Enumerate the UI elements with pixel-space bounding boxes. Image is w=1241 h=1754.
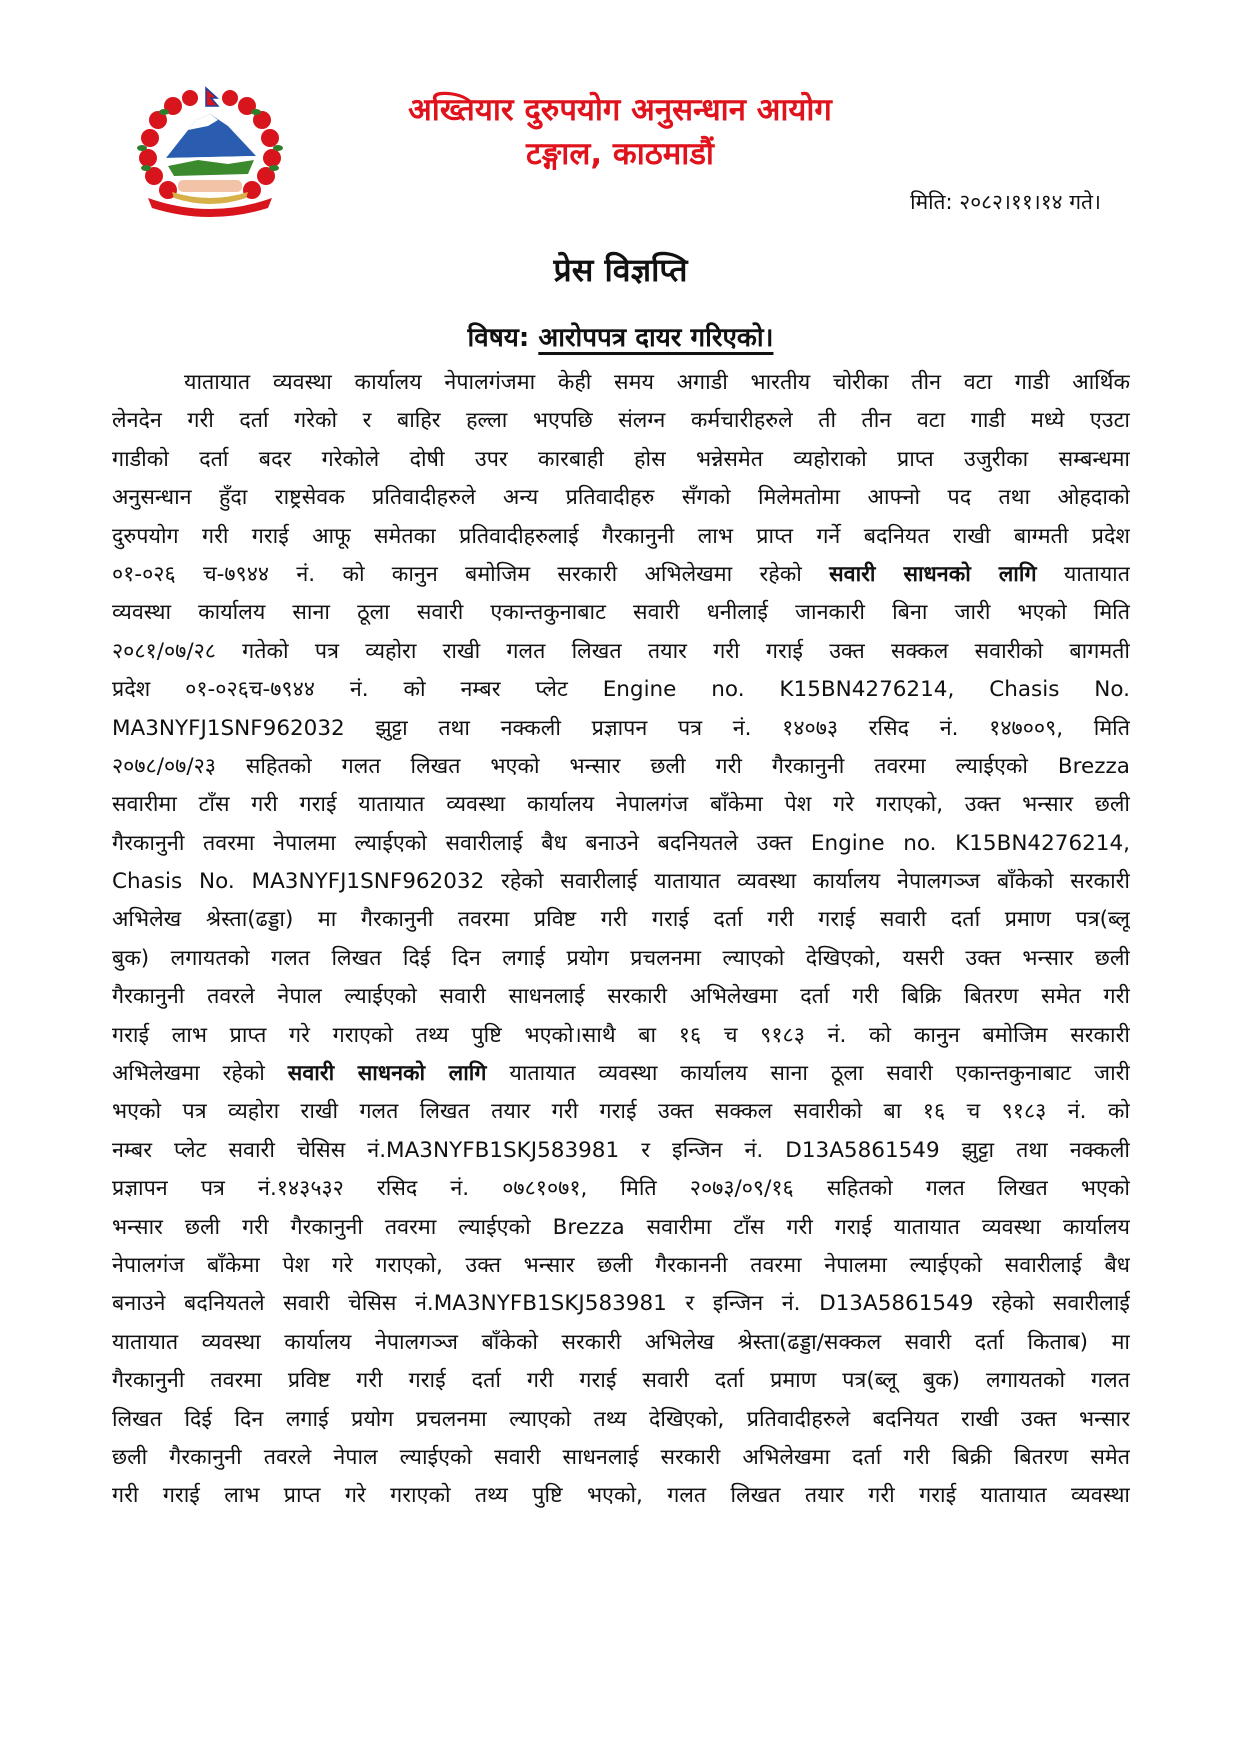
body-line bbox=[112, 1247, 1130, 1285]
body-text: गैरकानुनी तवरमा प्रविष्ट गरी गराई दर्ता गरी गराई सवारी दर्ता प्रमाण पत्र(ब्लू बुक) लगायतको गलत bbox=[112, 1368, 1130, 1394]
body-text: गरी गराई लाभ प्राप्त गरे गराएको तथ्य पुष्टि भएको, गलत लिखत तयार गरी गराई यातायात व्यवस्था bbox=[112, 1483, 1130, 1509]
body-line bbox=[112, 671, 1130, 709]
document-date: मिति: २०८२।११।१४ गते। bbox=[910, 190, 1101, 214]
body-text: अभिलेखमा रहेको bbox=[112, 1061, 288, 1087]
body-line bbox=[112, 1132, 1130, 1170]
body-line bbox=[112, 901, 1130, 939]
organization-address: टङ्गाल, काठमाडौं bbox=[526, 136, 714, 172]
body-line bbox=[112, 1477, 1130, 1515]
body-line bbox=[112, 1055, 1130, 1093]
body-text: प्रज्ञापन पत्र नं.१४३५३२ रसिद नं. ०७८१०७१, मिति २०७३/०९/१६ सहितको गलत लिखत भएको bbox=[112, 1176, 1130, 1202]
subject-text: आरोपपत्र दायर गरिएको। bbox=[538, 323, 774, 353]
body-text: अभिलेख श्रेस्ता(ढड्डा) मा गैरकानुनी तवरमा प्रविष्ट गरी गराई दर्ता गरी गराई सवारी दर्ता प्रमाण पत्र(ब्लू bbox=[112, 907, 1130, 933]
body-text-bold: सवारी साधनको लागि bbox=[829, 561, 1037, 587]
body-line bbox=[112, 364, 1130, 402]
body-line bbox=[112, 1362, 1130, 1400]
body-text: प्रदेश ०१-०२६च-७९४४ नं. को नम्बर प्लेट Engine no. K15BN4276214, Chasis No. bbox=[112, 677, 1130, 703]
body-line bbox=[112, 978, 1130, 1016]
body-text: यातायात व्यवस्था कार्यालय साना ठूला सवारी एकान्तकुनाबाट जारी bbox=[486, 1061, 1130, 1087]
subject-label: विषय: bbox=[467, 323, 530, 353]
body-line bbox=[112, 1093, 1130, 1131]
body-text: २०७८/०७/२३ सहितको गलत लिखत भएको भन्सार छली गरी गैरकानुनी तवरमा ल्याईएको Brezza bbox=[112, 753, 1130, 779]
nepal-emblem-icon bbox=[128, 80, 292, 220]
body-line bbox=[112, 1439, 1130, 1477]
body-line bbox=[112, 940, 1130, 978]
body-text: बुक) लगायतको गलत लिखत दिई दिन लगाई प्रयोग प्रचलनमा ल्याएको देखिएको, यसरी उक्त भन्सार छली bbox=[112, 945, 1130, 971]
organization-name: अख्तियार दुरुपयोग अनुसन्धान आयोग bbox=[408, 92, 832, 128]
body-text: गराई लाभ प्राप्त गरे गराएको तथ्य पुष्टि भएको।साथै बा १६ च ९१८३ नं. को कानुन बमोजिम सरकारी bbox=[112, 1022, 1130, 1048]
body-line bbox=[112, 748, 1130, 786]
body-text: गैरकानुनी तवरमा नेपालमा ल्याईएको सवारीलाई बैध बनाउने बदनियतले उक्त Engine no. K15BN4276214, bbox=[112, 830, 1130, 856]
document-title: प्रेस विज्ञप्ति bbox=[553, 251, 688, 289]
body-line bbox=[112, 1324, 1130, 1362]
body-text: बनाउने बदनियतले सवारी चेसिस नं.MA3NYFB1SKJ583981 र इन्जिन नं. D13A5861549 रहेको सवारीलाई bbox=[112, 1291, 1130, 1317]
body-text: नम्बर प्लेट सवारी चेसिस नं.MA3NYFB1SKJ583981 र इन्जिन नं. D13A5861549 झुट्टा तथा नक्कली bbox=[112, 1137, 1130, 1163]
body-text: गैरकानुनी तवरले नेपाल ल्याईएको सवारी साधनलाई सरकारी अभिलेखमा दर्ता गरी बिक्रि बितरण समेत गरी bbox=[112, 984, 1130, 1010]
body-line bbox=[112, 1017, 1130, 1055]
body-line bbox=[112, 1209, 1130, 1247]
body-text: गाडीको दर्ता बदर गरेकोले दोषी उपर कारबाही होस भन्नेसमेत व्यहोराको प्राप्त उजुरीका सम्बन्धमा bbox=[112, 446, 1130, 472]
body-line bbox=[112, 594, 1130, 632]
body-line bbox=[112, 1285, 1130, 1323]
body-line bbox=[112, 518, 1130, 556]
body-text: लेनदेन गरी दर्ता गरेको र बाहिर हल्ला भएपछि संलग्न कर्मचारीहरुले ती तीन वटा गाडी मध्ये एउटा bbox=[112, 408, 1130, 434]
body-text: सवारीमा टाँस गरी गराई यातायात व्यवस्था कार्यालय नेपालगंज बाँकेमा पेश गरे गराएको, उक्त भन्सार छली bbox=[112, 792, 1130, 818]
body-text: Chasis No. MA3NYFJ1SNF962032 रहेको सवारीलाई यातायात व्यवस्था कार्यालय नेपालगञ्ज बाँकेको सरकारी bbox=[112, 869, 1130, 895]
body-text: ०१-०२६ च-७९४४ नं. को कानुन बमोजिम सरकारी अभिलेखमा रहेको bbox=[112, 561, 830, 587]
body-text: नेपालगंज बाँकेमा पेश गरे गराएको, उक्त भन्सार छली गैरकाननी तवरमा नेपालमा ल्याईएको सवारीलाई बैध bbox=[112, 1252, 1130, 1278]
body-text: छली गैरकानुनी तवरले नेपाल ल्याईएको सवारी साधनलाई सरकारी अभिलेखमा दर्ता गरी बिक्री बितरण समेत bbox=[112, 1444, 1130, 1470]
body-text: यातायात bbox=[1036, 561, 1130, 587]
body-line bbox=[112, 1401, 1130, 1439]
body-line bbox=[112, 479, 1130, 517]
body-line bbox=[112, 825, 1130, 863]
body-text-bold: सवारी साधनको लागि bbox=[287, 1061, 487, 1087]
body-line bbox=[112, 1170, 1130, 1208]
body-line bbox=[112, 633, 1130, 671]
body-text: MA3NYFJ1SNF962032 झुट्टा तथा नक्कली प्रज्ञापन पत्र नं. १४०७३ रसिद नं. १४७००९, मिति bbox=[112, 715, 1130, 741]
body-text: दुरुपयोग गरी गराई आफू समेतका प्रतिवादीहरुलाई गैरकानुनी लाभ प्राप्त गर्ने बदनियत राखी बाग्मती प्रदेश bbox=[112, 523, 1130, 549]
body-text: व्यवस्था कार्यालय साना ठूला सवारी एकान्तकुनाबाट सवारी धनीलाई जानकारी बिना जारी भएको मिति bbox=[112, 600, 1130, 626]
body-text: अनुसन्धान हुँदा राष्ट्रसेवक प्रतिवादीहरुले अन्य प्रतिवादीहरु सँगको मिलेमतोमा आफ्नो पद तथा ओहदाको bbox=[112, 485, 1130, 511]
body-line bbox=[112, 402, 1130, 440]
organization-header bbox=[360, 88, 880, 176]
body-line bbox=[112, 786, 1130, 824]
body-text: यातायात व्यवस्था कार्यालय नेपालगञ्ज बाँकेको सरकारी अभिलेख श्रेस्ता(ढड्डा/सक्कल सवारी दर्ता किताब) मा bbox=[112, 1329, 1130, 1355]
subject-line bbox=[0, 318, 1241, 354]
body-line bbox=[112, 441, 1130, 479]
body-text: भन्सार छली गरी गैरकानुनी तवरमा ल्याईएको Brezza सवारीमा टाँस गरी गराई यातायात व्यवस्था कार्यालय bbox=[112, 1214, 1130, 1240]
body-line bbox=[112, 863, 1130, 901]
document-body bbox=[112, 364, 1130, 1516]
body-text: यातायात व्यवस्था कार्यालय नेपालगंजमा केही समय अगाडी भारतीय चोरीका तीन वटा गाडी आर्थिक bbox=[184, 370, 1130, 395]
body-text: भएको पत्र व्यहोरा राखी गलत लिखत तयार गरी गराई उक्त सक्कल सवारीको बा १६ च ९१८३ नं. को bbox=[112, 1099, 1130, 1125]
body-line bbox=[112, 710, 1130, 748]
body-text: २०८१/०७/२८ गतेको पत्र व्यहोरा राखी गलत लिखत तयार गरी गराई उक्त सक्कल सवारीको बागमती bbox=[112, 638, 1130, 664]
body-text: लिखत दिई दिन लगाई प्रयोग प्रचलनमा ल्याएको तथ्य देखिएको, प्रतिवादीहरुले बदनियत राखी उक्त भन्सार bbox=[112, 1406, 1130, 1432]
body-line bbox=[112, 556, 1130, 594]
